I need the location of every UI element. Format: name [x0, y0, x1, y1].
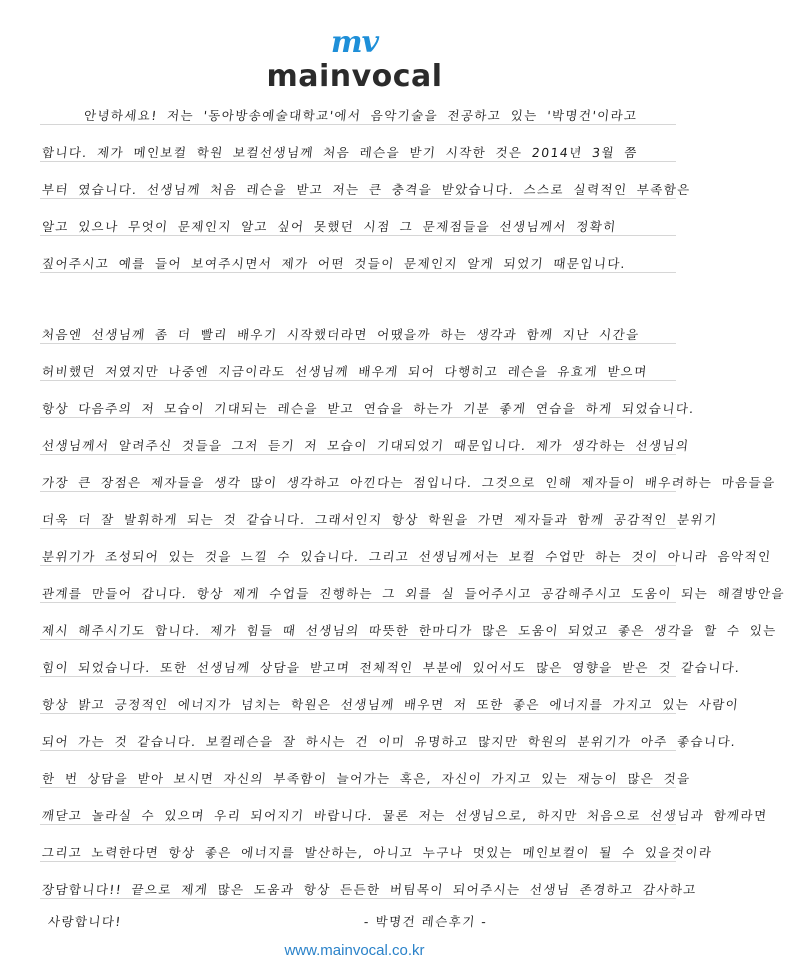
letter-line: 부터 였습니다. 선생님께 처음 레슨을 받고 저는 큰 충격을 받았습니다. 스스로 실력적인 부족함은 [41, 182, 692, 197]
ruled-line [40, 861, 676, 862]
letter-line: 항상 밝고 긍정적인 에너지가 넘치는 학원은 선생님께 배우면 저 또한 좋은 에너지를 가지고 있는 사람이 [41, 697, 740, 712]
letter-line: 깨닫고 놀라실 수 있으며 우리 되어지기 바랍니다. 물론 저는 선생님으로, 하지만 처음으로 선생님과 함께라면 [41, 808, 769, 823]
ruled-line [40, 898, 676, 899]
letter-line: 짚어주시고 예를 들어 보여주시면서 제가 어떤 것들이 문제인지 알게 되었기 때문입니다. [41, 256, 627, 271]
ruled-line [40, 491, 676, 492]
letter-line: 그리고 노력한다면 항상 좋은 에너지를 발산하는, 아니고 누구나 멋있는 메인보컬이 될 수 있을것이라 [41, 845, 714, 860]
letter-line: 힘이 되었습니다. 또한 선생님께 상담을 받고며 전체적인 부분에 있어서도 많은 영향을 받은 것 같습니다. [41, 660, 742, 675]
letter-line: 허비했던 저였지만 나중엔 지금이라도 선생님께 배우게 되어 다행히고 레슨을 유효게 받으며 [41, 364, 649, 379]
letter-line: 더욱 더 잘 발휘하게 되는 것 같습니다. 그래서인지 항상 학원을 가면 제자들과 함께 공감적인 분위기 [41, 512, 719, 527]
letter-line: 알고 있으나 무엇이 문제인지 알고 싶어 못했던 시점 그 문제점들을 선생님께서 정확히 [41, 219, 618, 234]
ruled-line [40, 676, 676, 677]
footer-website-url[interactable]: www.mainvocal.co.kr [284, 942, 425, 959]
ruled-line [40, 713, 676, 714]
letter-line: 장담합니다!! 끝으로 제게 많은 도움과 항상 든든한 버팀목이 되어주시는 선생님 존경하고 감사하고 [41, 882, 698, 897]
brand-logo-wordmark: mainvocal [266, 59, 443, 94]
ruled-line [40, 380, 676, 381]
letter-line: 안녕하세요! 저는 '동아방송예술대학교'에서 음악기술을 전공하고 있는 '박명건'이라고 [83, 108, 639, 123]
ruled-line [40, 198, 676, 199]
letter-signoff: - 박명건 레슨후기 - [363, 914, 489, 929]
ruled-line [40, 602, 676, 603]
ruled-line [40, 454, 676, 455]
letter-line: 항상 다음주의 저 모습이 기대되는 레슨을 받고 연습을 하는가 기분 좋게 연습을 하게 되었습니다. [41, 401, 696, 416]
ruled-line [40, 161, 676, 162]
brand-logo-mark: mv [330, 25, 379, 60]
letter-line: 사랑합니다! [47, 914, 123, 929]
ruled-line [40, 528, 676, 529]
ruled-line [40, 824, 676, 825]
ruled-line [40, 343, 676, 344]
ruled-line [40, 750, 676, 751]
letter-line: 선생님께서 알려주신 것들을 그저 듣기 저 모습이 기대되었기 때문입니다. 제가 생각하는 선생님의 [41, 438, 691, 453]
ruled-line [40, 639, 676, 640]
ruled-line [40, 124, 676, 125]
letter-line: 제시 해주시기도 합니다. 제가 힘들 때 선생님의 따뜻한 한마디가 많은 도움이 되었고 좋은 생각을 할 수 있는 [41, 623, 778, 638]
letter-line: 관계를 만들어 갑니다. 항상 제게 수업들 진행하는 그 외를 실 들어주시고 공감해주시고 도움이 되는 해결방안을 [41, 586, 786, 601]
ruled-line [40, 417, 676, 418]
letter-line: 가장 큰 장점은 제자들을 생각 많이 생각하고 아낀다는 점입니다. 그것으로 인해 제자들이 배우려하는 마음들을 [41, 475, 777, 490]
ruled-line [40, 565, 676, 566]
letter-line: 되어 가는 것 같습니다. 보컬레슨을 잘 하시는 건 이미 유명하고 많지만 학원의 분위기가 아주 좋습니다. [41, 734, 738, 749]
ruled-line [40, 235, 676, 236]
ruled-line [40, 787, 676, 788]
letter-line: 분위기가 조성되어 있는 것을 느낄 수 있습니다. 그리고 선생님께서는 보컬 수업만 하는 것이 아니라 음악적인 [41, 549, 773, 564]
letter-line: 합니다. 제가 메인보컬 학원 보컬선생님께 처음 레슨을 받기 시작한 것은 2014년 3월 쯤 [41, 145, 639, 160]
letter-line: 처음엔 선생님께 좀 더 빨리 배우기 시작했더라면 어땠을까 하는 생각과 함께 지난 시간을 [41, 327, 641, 342]
letter-line: 한 번 상담을 받아 보시면 자신의 부족함이 늘어가는 혹은, 자신이 가지고 있는 재능이 많은 것을 [41, 771, 692, 786]
ruled-line [40, 272, 676, 273]
